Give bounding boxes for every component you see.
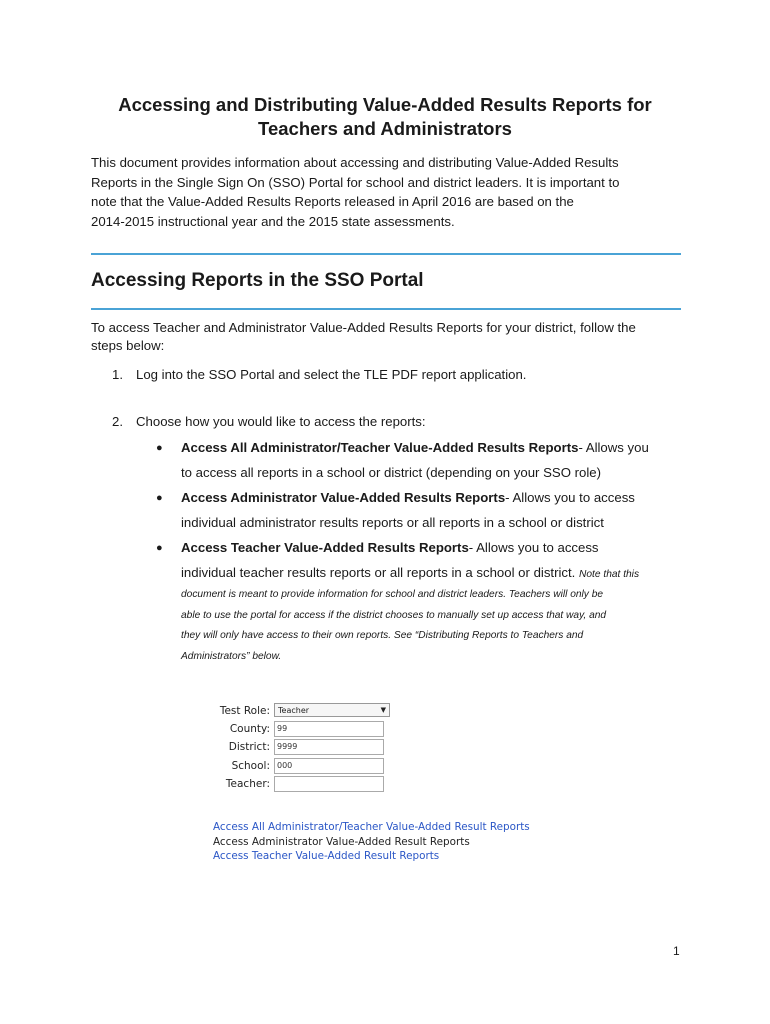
bullet-icon: ● [156, 542, 163, 554]
title-line-2: Teachers and Administrators [258, 118, 512, 139]
intro-line: 2014-2015 instructional year and the 2015 state assessments. [91, 213, 455, 229]
bullet-bold: Access Teacher Value-Added Results Reports [181, 540, 469, 555]
title-line-1: Accessing and Distributing Value-Added Results Reports for [118, 94, 652, 115]
link-all-reports[interactable]: Access All Administrator/Teacher Value-Added Result Reports [213, 821, 530, 833]
bullet-text: - Allows you to access [505, 490, 635, 505]
note-text: Administrators” below. [181, 650, 282, 662]
intro-line: note that the Value-Added Results Reports released in April 2016 are based on the [91, 194, 574, 209]
county-label: County: [229, 723, 270, 735]
bullet-text: individual administrator results reports or all reports in a school or district [181, 514, 604, 530]
section-rule-bottom [91, 308, 681, 310]
intro-paragraph [91, 153, 681, 231]
intro-line: Reports in the Single Sign On (SSO) Portal for school and district leaders. It is important to [91, 174, 620, 190]
step-number: 2. [112, 414, 123, 429]
document-title [90, 93, 680, 141]
county-input[interactable]: 99 [274, 721, 384, 737]
section-rule-top [91, 253, 681, 255]
link-teacher-reports[interactable]: Access Teacher Value-Added Result Reports [213, 850, 440, 862]
note-text: able to use the portal for access if the district chooses to manually set up access that way, and [181, 609, 607, 621]
bullet-icon: ● [156, 492, 163, 504]
bullet-text: - Allows you [578, 440, 649, 455]
school-label: School: [231, 760, 270, 772]
note-text: they will only have access to their own reports. See “Distributing Reports to Teachers and [181, 630, 584, 641]
dropdown-arrow-icon: ▼ [380, 706, 386, 714]
section-heading: Accessing Reports in the SSO Portal [91, 270, 424, 291]
teacher-label: Teacher: [225, 778, 270, 790]
step-text: Choose how you would like to access the reports: [136, 414, 426, 429]
report-links [213, 820, 530, 864]
lead-line: steps below: [91, 338, 165, 353]
page-number: 1 [673, 944, 680, 958]
bullet-text: individual teacher results reports or all reports in a school or district. [181, 564, 576, 580]
test-role-select[interactable] [274, 703, 390, 717]
note-text: Note that this [579, 568, 640, 580]
note-text: document is meant to provide information for school and district leaders. Teachers will only be [181, 589, 604, 600]
step-text: Log into the SSO Portal and select the TLE PDF report application. [136, 367, 527, 382]
intro-line: This document provides information about accessing and distributing Value-Added Results [91, 155, 619, 170]
test-role-value: Teacher [278, 706, 310, 715]
teacher-input[interactable] [274, 776, 384, 792]
lead-paragraph [91, 319, 681, 355]
lead-line: To access Teacher and Administrator Value-Added Results Reports for your district, follow the [91, 320, 636, 335]
bullet-bold: Access Administrator Value-Added Results Reports [181, 490, 506, 505]
bullet-icon: ● [156, 442, 163, 454]
district-label: District: [228, 741, 270, 753]
bullet-text: - Allows you to access [468, 540, 599, 555]
link-admin-reports[interactable]: Access Administrator Value-Added Result Reports [213, 835, 470, 848]
bullet-text: to access all reports in a school or district (depending on your SSO role) [181, 464, 602, 480]
test-role-label: Test Role: [219, 705, 270, 717]
bullet-bold: Access All Administrator/Teacher Value-Added Results Reports [181, 440, 579, 455]
district-input[interactable]: 9999 [274, 739, 384, 755]
school-input[interactable]: 000 [274, 758, 384, 774]
step-number: 1. [112, 367, 123, 382]
